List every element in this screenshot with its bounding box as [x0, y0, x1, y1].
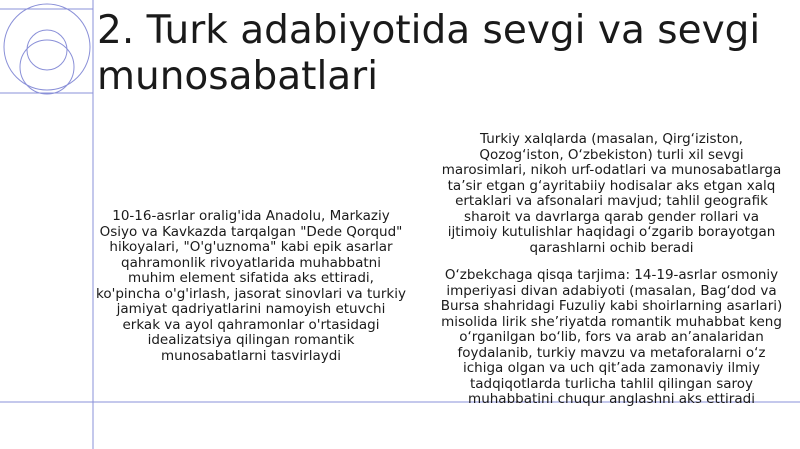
decor-medium-circle — [20, 40, 74, 94]
right-paragraph-2: O‘zbekchaga qisqa tarjima: 14-19-asrlar osmoniy imperiyasi divan adabiyoti (masalan, Bag‘dod va Bursa shahridagi Fuzuliy kabi shoirlarning asarlari) misolida lirik she’riyatda romantik muhabbat keng o‘rganilgan bo‘lib, fors va arab an’analaridan foydalanib, turkiy mavzu va metaforalarni o‘z ichiga olgan va uch qit’ada zamonaviy ilmiy tadqiqotlarda turlicha tahlil qilingan saroy muhabbatini chuqur anglashni aks ettiradi — [440, 267, 783, 407]
right-text-column — [440, 132, 783, 408]
left-paragraph: 10-16-asrlar oralig'ida Anadolu, Markaziy Osiyo va Kavkazda tarqalgan "Dede Qorqud" hikoyalari, "O'g'uznoma" kabi epik asarlar qahramonlik rivoyatlarida muhabbatni muhim element sifatida aks ettiradi, ko'pincha o'g'irlash, jasorat sinovlari va turkiy jamiyat qadriyatlarini namoyish etuvchi erkak va ayol qahramonlar o'rtasidagi idealizatsiya qilingan romantik munosabatlarni tasvirlaydi — [96, 208, 406, 364]
right-paragraph-1: Turkiy xalqlarda (masalan, Qirg‘iziston, Qozog‘iston, O‘zbekiston) turli xil sevgi marosimlari, nikoh urf-odatlari va munosabatlarga ta’sir etgan g‘ayritabiiy hodisalar aks etgan xalq ertaklari va afsonalari mavjud; tahlil geografik sharoit va davrlarga qarab gender rollari va ijtimoiy kutulishlar haqidagi o‘zgarib borayotgan qarashlarni ochib beradi — [441, 131, 782, 256]
decor-large-circle — [4, 4, 90, 90]
slide-title: 2. Turk adabiyotida sevgi va sevgi munosabatlari — [97, 8, 761, 99]
decor-small-circle — [27, 30, 67, 70]
left-text-column — [96, 209, 406, 364]
